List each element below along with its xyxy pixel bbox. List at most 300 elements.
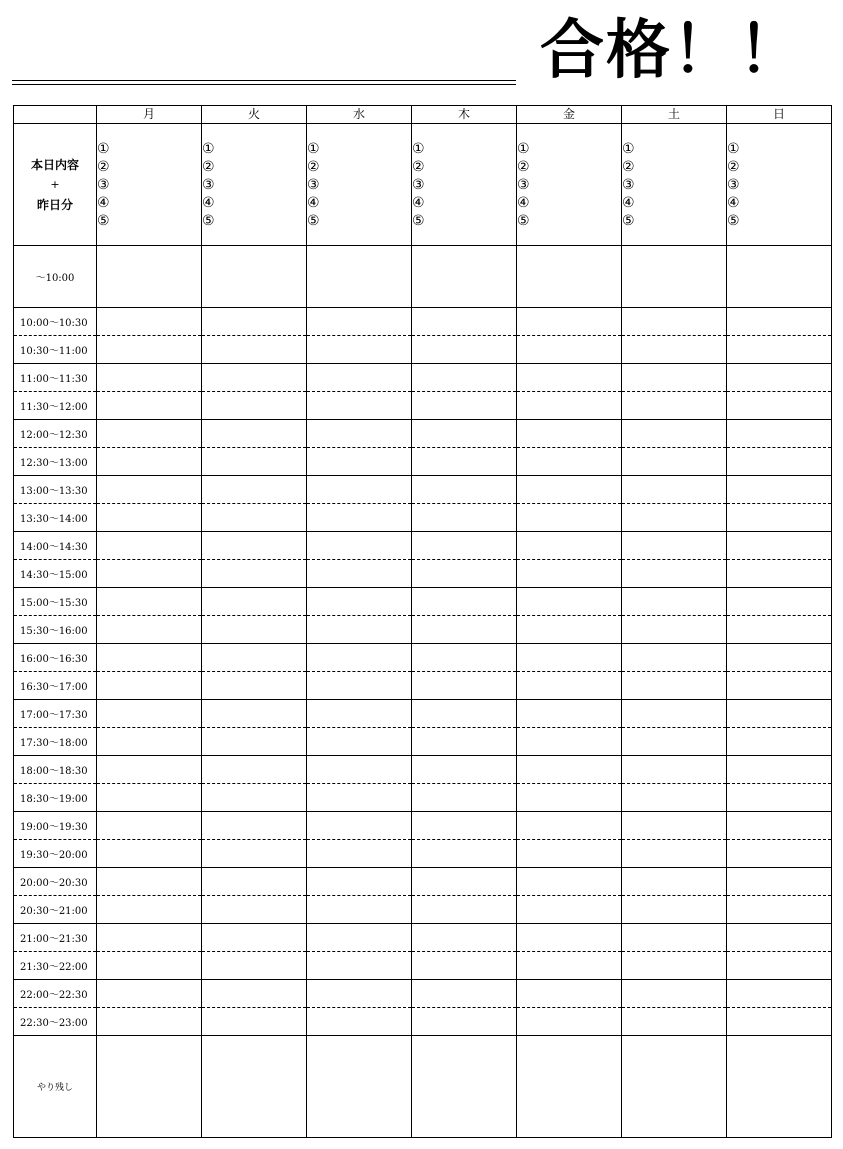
schedule-cell[interactable] xyxy=(412,560,517,588)
schedule-cell[interactable] xyxy=(97,812,202,840)
time-slot-row xyxy=(14,672,832,700)
schedule-cell[interactable] xyxy=(727,616,832,644)
schedule-cell[interactable] xyxy=(412,644,517,672)
schedule-cell[interactable] xyxy=(622,924,727,952)
schedule-cell[interactable] xyxy=(412,896,517,924)
schedule-cell[interactable] xyxy=(412,504,517,532)
time-label: 14:30～15:00 xyxy=(14,560,97,588)
schedule-cell[interactable] xyxy=(202,1008,307,1036)
goal-mark: ② xyxy=(622,158,635,175)
goal-mark: ④ xyxy=(412,194,425,211)
schedule-cell[interactable] xyxy=(202,728,307,756)
schedule-cell[interactable] xyxy=(412,784,517,812)
schedule-cell[interactable] xyxy=(307,1008,412,1036)
schedule-cell[interactable] xyxy=(622,476,727,504)
schedule-cell[interactable] xyxy=(202,924,307,952)
time-label: 21:30～22:00 xyxy=(14,952,97,980)
schedule-cell[interactable] xyxy=(517,560,622,588)
schedule-cell[interactable] xyxy=(307,672,412,700)
goal-mark: ② xyxy=(412,158,425,175)
day-header-thu: 木 xyxy=(412,106,517,124)
schedule-cell[interactable] xyxy=(97,868,202,896)
schedule-cell[interactable] xyxy=(412,246,517,308)
goals-cell[interactable] xyxy=(97,124,202,246)
schedule-cell[interactable] xyxy=(622,616,727,644)
leftover-cell[interactable] xyxy=(412,1036,517,1138)
time-label: 10:30～11:00 xyxy=(14,336,97,364)
time-slot-row xyxy=(14,644,832,672)
schedule-cell[interactable] xyxy=(727,448,832,476)
day-header-fri: 金 xyxy=(517,106,622,124)
schedule-cell[interactable] xyxy=(307,756,412,784)
schedule-cell[interactable] xyxy=(202,672,307,700)
schedule-cell[interactable] xyxy=(307,896,412,924)
schedule-cell[interactable] xyxy=(727,420,832,448)
schedule-cell[interactable] xyxy=(97,392,202,420)
schedule-cell[interactable] xyxy=(622,784,727,812)
schedule-cell[interactable] xyxy=(517,728,622,756)
goal-mark: ① xyxy=(412,140,425,157)
schedule-cell[interactable] xyxy=(307,364,412,392)
schedule-cell[interactable] xyxy=(412,420,517,448)
goals-label-line3: 昨日分 xyxy=(36,197,73,212)
schedule-cell[interactable] xyxy=(517,448,622,476)
schedule-cell[interactable] xyxy=(97,532,202,560)
schedule-cell[interactable] xyxy=(97,784,202,812)
schedule-cell[interactable] xyxy=(307,588,412,616)
schedule-cell[interactable] xyxy=(517,532,622,560)
schedule-cell[interactable] xyxy=(517,476,622,504)
schedule-cell[interactable] xyxy=(517,392,622,420)
leftover-label: やり残し xyxy=(14,1036,97,1138)
schedule-cell[interactable] xyxy=(727,246,832,308)
goals-label xyxy=(14,124,97,246)
schedule-cell[interactable] xyxy=(202,840,307,868)
schedule-cell[interactable] xyxy=(97,588,202,616)
schedule-cell[interactable] xyxy=(727,1008,832,1036)
schedule-cell[interactable] xyxy=(307,392,412,420)
time-label: 11:00～11:30 xyxy=(14,364,97,392)
schedule-cell[interactable] xyxy=(412,840,517,868)
time-slot-row xyxy=(14,924,832,952)
schedule-cell[interactable] xyxy=(202,448,307,476)
schedule-cell[interactable] xyxy=(307,952,412,980)
schedule-cell[interactable] xyxy=(727,672,832,700)
schedule-cell[interactable] xyxy=(202,756,307,784)
schedule-cell[interactable] xyxy=(517,588,622,616)
time-slot-row xyxy=(14,700,832,728)
leftover-cell[interactable] xyxy=(307,1036,412,1138)
schedule-cell[interactable] xyxy=(727,644,832,672)
schedule-cell[interactable] xyxy=(517,420,622,448)
schedule-cell[interactable] xyxy=(202,700,307,728)
goal-mark: ③ xyxy=(412,176,425,193)
time-label: 18:00～18:30 xyxy=(14,756,97,784)
schedule-cell[interactable] xyxy=(307,784,412,812)
schedule-cell[interactable] xyxy=(307,476,412,504)
goal-mark: ① xyxy=(622,140,635,157)
schedule-cell[interactable] xyxy=(202,504,307,532)
goals-cell[interactable] xyxy=(202,124,307,246)
time-label: 14:00～14:30 xyxy=(14,532,97,560)
goal-mark: ⑤ xyxy=(622,212,635,229)
schedule-cell[interactable] xyxy=(517,336,622,364)
schedule-cell[interactable] xyxy=(727,560,832,588)
time-slot-row xyxy=(14,868,832,896)
schedule-cell[interactable] xyxy=(202,952,307,980)
time-slot-row xyxy=(14,560,832,588)
schedule-cell[interactable] xyxy=(97,336,202,364)
schedule-cell[interactable] xyxy=(412,952,517,980)
schedule-cell[interactable] xyxy=(97,420,202,448)
time-label: 16:30～17:00 xyxy=(14,672,97,700)
schedule-cell[interactable] xyxy=(97,924,202,952)
schedule-cell[interactable] xyxy=(412,924,517,952)
schedule-cell[interactable] xyxy=(622,896,727,924)
time-slot-row xyxy=(14,392,832,420)
goal-mark: ② xyxy=(97,158,110,175)
goal-mark: ② xyxy=(202,158,215,175)
goal-mark: ④ xyxy=(307,194,320,211)
time-slot-row xyxy=(14,364,832,392)
schedule-cell[interactable] xyxy=(727,504,832,532)
page-title: 合格！！ xyxy=(540,13,804,88)
time-label: 16:00～16:30 xyxy=(14,644,97,672)
schedule-cell[interactable] xyxy=(517,952,622,980)
schedule-cell[interactable] xyxy=(97,728,202,756)
schedule-cell[interactable] xyxy=(517,364,622,392)
schedule-cell[interactable] xyxy=(97,644,202,672)
goal-mark: ⑤ xyxy=(727,212,740,229)
schedule-cell[interactable] xyxy=(517,1008,622,1036)
schedule-cell[interactable] xyxy=(97,1008,202,1036)
schedule-cell[interactable] xyxy=(307,308,412,336)
schedule-cell[interactable] xyxy=(517,672,622,700)
schedule-cell[interactable] xyxy=(412,476,517,504)
leftover-cell[interactable] xyxy=(202,1036,307,1138)
time-label: 19:00～19:30 xyxy=(14,812,97,840)
time-slot-row xyxy=(14,756,832,784)
time-slot-row xyxy=(14,448,832,476)
goal-mark: ④ xyxy=(97,194,110,211)
schedule-cell[interactable] xyxy=(622,504,727,532)
goal-mark: ⑤ xyxy=(307,212,320,229)
schedule-cell[interactable] xyxy=(412,308,517,336)
schedule-cell[interactable] xyxy=(97,448,202,476)
schedule-cell[interactable] xyxy=(727,728,832,756)
schedule-cell[interactable] xyxy=(622,364,727,392)
time-slot-row xyxy=(14,1008,832,1036)
schedule-cell[interactable] xyxy=(412,448,517,476)
time-label: 15:30～16:00 xyxy=(14,616,97,644)
schedule-cell[interactable] xyxy=(202,560,307,588)
schedule-cell[interactable] xyxy=(727,924,832,952)
goal-mark: ① xyxy=(202,140,215,157)
schedule-cell[interactable] xyxy=(202,364,307,392)
schedule-cell[interactable] xyxy=(727,532,832,560)
time-label: 22:30～23:00 xyxy=(14,1008,97,1036)
schedule-cell[interactable] xyxy=(307,868,412,896)
schedule-cell[interactable] xyxy=(307,812,412,840)
goal-mark: ⑤ xyxy=(517,212,530,229)
schedule-cell[interactable] xyxy=(202,644,307,672)
schedule-cell[interactable] xyxy=(727,868,832,896)
time-label: 21:00～21:30 xyxy=(14,924,97,952)
schedule-cell[interactable] xyxy=(307,336,412,364)
time-slot-row xyxy=(14,728,832,756)
leftover-cell[interactable] xyxy=(97,1036,202,1138)
schedule-cell[interactable] xyxy=(97,840,202,868)
schedule-cell[interactable] xyxy=(517,980,622,1008)
schedule-cell[interactable] xyxy=(307,700,412,728)
day-header-sun: 日 xyxy=(727,106,832,124)
schedule-cell[interactable] xyxy=(202,476,307,504)
goal-mark: ④ xyxy=(202,194,215,211)
goal-mark: ② xyxy=(517,158,530,175)
time-label: 11:30～12:00 xyxy=(14,392,97,420)
schedule-cell[interactable] xyxy=(622,728,727,756)
schedule-cell[interactable] xyxy=(412,616,517,644)
schedule-cell[interactable] xyxy=(412,700,517,728)
schedule-cell[interactable] xyxy=(202,532,307,560)
schedule-cell[interactable] xyxy=(202,812,307,840)
schedule-cell[interactable] xyxy=(412,812,517,840)
schedule-cell[interactable] xyxy=(517,840,622,868)
schedule-cell[interactable] xyxy=(727,756,832,784)
schedule-cell[interactable] xyxy=(412,588,517,616)
schedule-cell[interactable] xyxy=(202,616,307,644)
goal-mark: ③ xyxy=(97,176,110,193)
time-slot-row xyxy=(14,784,832,812)
schedule-cell[interactable] xyxy=(412,868,517,896)
schedule-cell[interactable] xyxy=(622,644,727,672)
leftover-row xyxy=(14,1036,832,1138)
schedule-cell[interactable] xyxy=(202,336,307,364)
schedule-cell[interactable] xyxy=(97,308,202,336)
schedule-cell[interactable] xyxy=(622,392,727,420)
schedule-cell[interactable] xyxy=(622,756,727,784)
schedule-cell[interactable] xyxy=(517,784,622,812)
schedule-cell[interactable] xyxy=(307,644,412,672)
time-label: 17:00～17:30 xyxy=(14,700,97,728)
schedule-cell[interactable] xyxy=(622,700,727,728)
schedule-cell[interactable] xyxy=(622,952,727,980)
day-header-tue: 火 xyxy=(202,106,307,124)
schedule-cell[interactable] xyxy=(517,896,622,924)
schedule-cell[interactable] xyxy=(202,868,307,896)
day-header-row xyxy=(14,106,832,124)
schedule-cell[interactable] xyxy=(97,476,202,504)
time-slot-row xyxy=(14,308,832,336)
goal-mark: ⑤ xyxy=(97,212,110,229)
goal-mark: ⑤ xyxy=(412,212,425,229)
time-label: 20:00～20:30 xyxy=(14,868,97,896)
schedule-cell[interactable] xyxy=(727,784,832,812)
leftover-cell[interactable] xyxy=(517,1036,622,1138)
schedule-cell[interactable] xyxy=(517,246,622,308)
time-slot-row xyxy=(14,532,832,560)
schedule-cell[interactable] xyxy=(307,504,412,532)
schedule-cell[interactable] xyxy=(97,364,202,392)
corner-cell xyxy=(14,106,97,124)
time-label: 18:30～19:00 xyxy=(14,784,97,812)
schedule-cell[interactable] xyxy=(622,840,727,868)
schedule-cell[interactable] xyxy=(202,896,307,924)
schedule-cell[interactable] xyxy=(727,392,832,420)
goal-mark: ④ xyxy=(622,194,635,211)
schedule-cell[interactable] xyxy=(97,896,202,924)
time-label: 22:00～22:30 xyxy=(14,980,97,1008)
schedule-cell[interactable] xyxy=(517,308,622,336)
time-slot-row xyxy=(14,952,832,980)
goals-cell[interactable] xyxy=(727,124,832,246)
schedule-cell[interactable] xyxy=(622,1008,727,1036)
goal-mark: ③ xyxy=(517,176,530,193)
time-label: 10:00～10:30 xyxy=(14,308,97,336)
schedule-cell[interactable] xyxy=(727,840,832,868)
day-header-sat: 土 xyxy=(622,106,727,124)
time-label: 20:30～21:00 xyxy=(14,896,97,924)
schedule-cell[interactable] xyxy=(622,336,727,364)
time-slot-row xyxy=(14,588,832,616)
schedule-cell[interactable] xyxy=(202,246,307,308)
schedule-cell[interactable] xyxy=(97,756,202,784)
time-label: 12:00～12:30 xyxy=(14,420,97,448)
schedule-cell[interactable] xyxy=(202,784,307,812)
time-slot-row xyxy=(14,336,832,364)
schedule-cell[interactable] xyxy=(622,868,727,896)
schedule-cell[interactable] xyxy=(307,246,412,308)
schedule-cell[interactable] xyxy=(202,392,307,420)
schedule-cell[interactable] xyxy=(412,336,517,364)
schedule-cell[interactable] xyxy=(97,246,202,308)
time-slot-row xyxy=(14,616,832,644)
schedule-cell[interactable] xyxy=(727,812,832,840)
schedule-cell[interactable] xyxy=(307,840,412,868)
schedule-cell[interactable] xyxy=(622,532,727,560)
schedule-cell[interactable] xyxy=(307,924,412,952)
schedule-cell[interactable] xyxy=(412,980,517,1008)
schedule-cell[interactable] xyxy=(517,700,622,728)
time-label: 13:00～13:30 xyxy=(14,476,97,504)
schedule-cell[interactable] xyxy=(412,728,517,756)
schedule-cell[interactable] xyxy=(202,588,307,616)
schedule-cell[interactable] xyxy=(307,420,412,448)
schedule-cell[interactable] xyxy=(307,980,412,1008)
schedule-cell[interactable] xyxy=(412,392,517,420)
schedule-cell[interactable] xyxy=(307,560,412,588)
time-slot-row xyxy=(14,420,832,448)
schedule-cell[interactable] xyxy=(412,532,517,560)
weekly-schedule-table xyxy=(13,105,832,1138)
schedule-cell[interactable] xyxy=(97,700,202,728)
schedule-cell[interactable] xyxy=(202,308,307,336)
leftover-cell[interactable] xyxy=(622,1036,727,1138)
time-label: 12:30～13:00 xyxy=(14,448,97,476)
schedule-cell[interactable] xyxy=(727,952,832,980)
goals-cell[interactable] xyxy=(307,124,412,246)
schedule-cell[interactable] xyxy=(622,812,727,840)
day-header-wed: 水 xyxy=(307,106,412,124)
schedule-cell[interactable] xyxy=(622,420,727,448)
schedule-cell[interactable] xyxy=(727,700,832,728)
time-slot-row xyxy=(14,980,832,1008)
time-label: ～10:00 xyxy=(14,246,97,308)
schedule-cell[interactable] xyxy=(97,672,202,700)
schedule-cell[interactable] xyxy=(97,504,202,532)
schedule-cell[interactable] xyxy=(622,980,727,1008)
schedule-cell[interactable] xyxy=(202,980,307,1008)
schedule-cell[interactable] xyxy=(412,756,517,784)
schedule-cell[interactable] xyxy=(622,308,727,336)
schedule-cell[interactable] xyxy=(97,616,202,644)
goal-mark: ① xyxy=(727,140,740,157)
goal-mark: ④ xyxy=(517,194,530,211)
schedule-cell[interactable] xyxy=(517,924,622,952)
schedule-cell[interactable] xyxy=(727,980,832,1008)
goal-mark: ② xyxy=(307,158,320,175)
schedule-cell[interactable] xyxy=(517,644,622,672)
time-label: 17:30～18:00 xyxy=(14,728,97,756)
goal-mark: ③ xyxy=(622,176,635,193)
schedule-cell[interactable] xyxy=(97,952,202,980)
schedule-cell[interactable] xyxy=(307,616,412,644)
schedule-cell[interactable] xyxy=(622,448,727,476)
goal-mark: ② xyxy=(727,158,740,175)
goal-mark: ③ xyxy=(202,176,215,193)
schedule-cell[interactable] xyxy=(727,364,832,392)
schedule-cell[interactable] xyxy=(412,364,517,392)
leftover-cell[interactable] xyxy=(727,1036,832,1138)
schedule-cell[interactable] xyxy=(307,728,412,756)
schedule-cell[interactable] xyxy=(727,588,832,616)
schedule-cell[interactable] xyxy=(97,980,202,1008)
goals-cell[interactable] xyxy=(622,124,727,246)
schedule-cell[interactable] xyxy=(412,672,517,700)
schedule-cell[interactable] xyxy=(412,1008,517,1036)
schedule-cell[interactable] xyxy=(517,504,622,532)
schedule-cell[interactable] xyxy=(727,896,832,924)
schedule-cell[interactable] xyxy=(517,812,622,840)
time-slot-row xyxy=(14,812,832,840)
day-header-mon: 月 xyxy=(97,106,202,124)
goal-mark: ④ xyxy=(727,194,740,211)
schedule-cell[interactable] xyxy=(97,560,202,588)
schedule-cell[interactable] xyxy=(622,588,727,616)
schedule-cell[interactable] xyxy=(727,308,832,336)
time-label: 19:30～20:00 xyxy=(14,840,97,868)
schedule-cell[interactable] xyxy=(622,246,727,308)
schedule-cell[interactable] xyxy=(622,672,727,700)
schedule-cell[interactable] xyxy=(727,336,832,364)
schedule-cell[interactable] xyxy=(517,616,622,644)
schedule-cell[interactable] xyxy=(517,868,622,896)
goals-cell[interactable] xyxy=(517,124,622,246)
time-slot-row xyxy=(14,504,832,532)
schedule-cell[interactable] xyxy=(307,448,412,476)
name-underline xyxy=(12,80,516,85)
goals-row xyxy=(14,124,832,246)
goal-mark: ③ xyxy=(727,176,740,193)
goal-mark: ① xyxy=(97,140,110,157)
schedule-cell[interactable] xyxy=(517,756,622,784)
schedule-cell[interactable] xyxy=(622,560,727,588)
schedule-cell[interactable] xyxy=(307,532,412,560)
goals-cell[interactable] xyxy=(412,124,517,246)
schedule-cell[interactable] xyxy=(727,476,832,504)
goal-mark: ⑤ xyxy=(202,212,215,229)
schedule-cell[interactable] xyxy=(202,420,307,448)
